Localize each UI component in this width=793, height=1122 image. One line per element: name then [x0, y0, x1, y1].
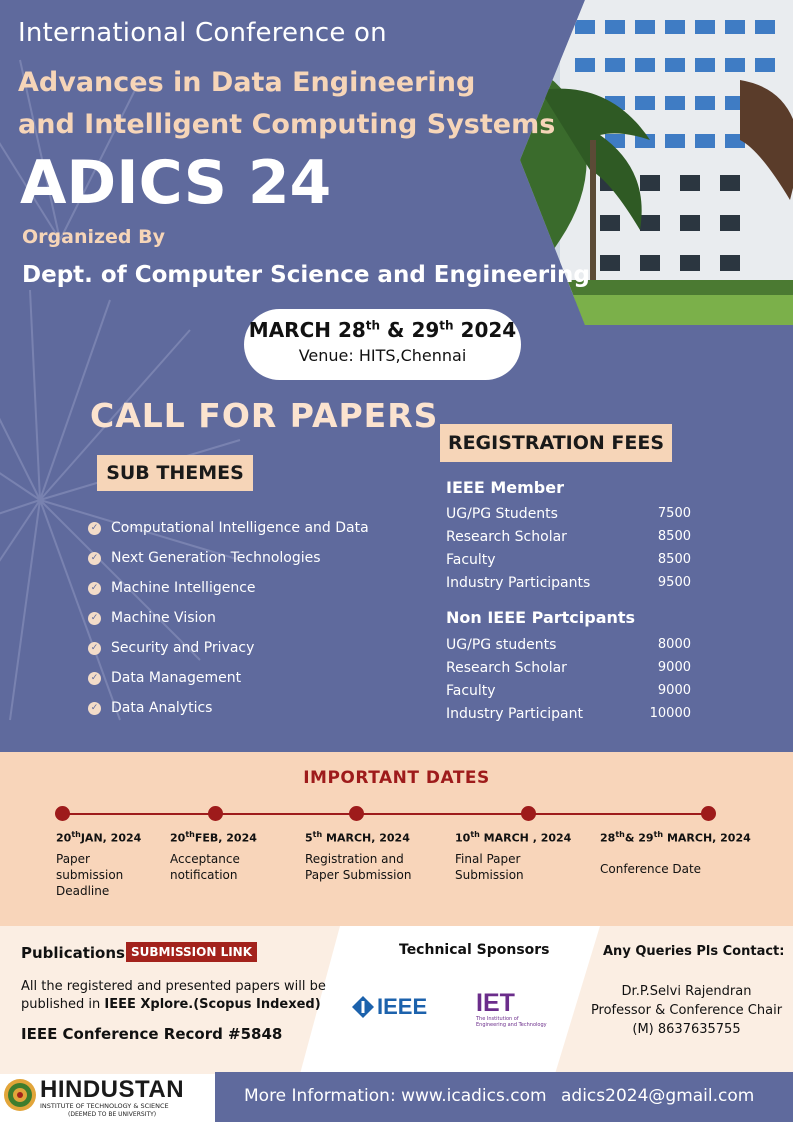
list-item: ✓ Data Analytics [88, 693, 369, 723]
list-item: ✓ Next Generation Technologies [88, 543, 369, 573]
date-item [455, 830, 571, 883]
themes-list [88, 513, 369, 723]
table-row: Industry Participant 10000 [446, 705, 691, 722]
submission-link-button[interactable]: SUBMISSION LINK [126, 942, 257, 962]
department-name: Dept. of Computer Science and Engineering [22, 262, 590, 288]
date-label: Conference Date [600, 861, 702, 876]
technical-sponsors-title: Technical Sponsors [399, 942, 550, 958]
timeline-dot [521, 806, 536, 821]
ieee-fees-table [446, 502, 691, 594]
date-value: 10th MARCH , 2024 [455, 830, 572, 845]
conference-record: IEEE Conference Record #5848 [21, 1025, 283, 1043]
contact-details: Dr.P.Selvi Rajendran Professor & Conference Chair (M) 8637635755 [590, 984, 783, 1037]
date-value: 5th MARCH, 2024 [305, 830, 410, 845]
timeline-dot [349, 806, 364, 821]
organized-by-label: Organized By [22, 226, 166, 248]
ieee-diamond-icon [352, 996, 374, 1018]
date-label: Acceptance notification [170, 851, 240, 882]
queries-title: Any Queries Pls Contact: [603, 944, 785, 959]
institute-seal-icon [3, 1078, 37, 1112]
timeline-dot [701, 806, 716, 821]
check-icon: ✓ [88, 582, 101, 595]
table-row: UG/PG Students 7500 [446, 505, 691, 522]
table-row: Faculty 9000 [446, 682, 691, 699]
list-item: ✓ Machine Intelligence [88, 573, 369, 603]
event-venue: Venue: HITS,Chennai [298, 346, 467, 365]
website-link[interactable]: More Information: www.icadics.com [244, 1086, 547, 1106]
non-ieee-label: Non IEEE Partcipants [446, 608, 636, 627]
conference-theme-line-1: Advances in Data Engineering [18, 67, 476, 98]
table-row: Research Scholar 9000 [446, 659, 691, 676]
bottom-section [0, 926, 793, 1122]
non-ieee-fees-table [446, 633, 691, 725]
date-item [56, 830, 141, 899]
conference-acronym: ADICS 24 [20, 148, 332, 218]
important-dates-section [0, 752, 793, 926]
date-label: Final Paper Submission [455, 851, 524, 882]
footer-bar [215, 1072, 793, 1122]
institute-name: HINDUSTAN [40, 1076, 185, 1103]
date-label: Registration and Paper Submission [305, 851, 412, 882]
list-item: ✓ Data Management [88, 663, 369, 693]
check-icon: ✓ [88, 702, 101, 715]
check-icon: ✓ [88, 522, 101, 535]
date-value: 28th& 29th MARCH, 2024 [600, 830, 751, 845]
event-date: MARCH 28th & 29th 2024 [248, 318, 517, 342]
ieee-member-label: IEEE Member [446, 478, 564, 497]
institute-logo [0, 1074, 215, 1122]
timeline-line [62, 813, 710, 815]
list-item: ✓ Computational Intelligence and Data [88, 513, 369, 543]
conference-theme-line-2: and Intelligent Computing Systems [18, 109, 556, 140]
iet-logo: IET The Institution of Engineering and Technology [476, 989, 547, 1028]
date-item [600, 830, 751, 877]
conference-theme-title [18, 62, 555, 146]
email-link[interactable]: adics2024@gmail.com [561, 1086, 755, 1106]
event-date-pill [244, 309, 521, 380]
publications-title: Publications [21, 944, 125, 962]
check-icon: ✓ [88, 552, 101, 565]
check-icon: ✓ [88, 672, 101, 685]
registration-fees-title: REGISTRATION FEES [440, 424, 672, 462]
table-row: Research Scholar 8500 [446, 528, 691, 545]
timeline-dot [208, 806, 223, 821]
institute-deemed: (DEEMED TO BE UNIVERSITY) [68, 1111, 157, 1118]
list-item: ✓ Security and Privacy [88, 633, 369, 663]
call-for-papers-title: CALL FOR PAPERS [90, 396, 439, 435]
timeline-dot [55, 806, 70, 821]
check-icon: ✓ [88, 642, 101, 655]
institute-subtitle: INSTITUTE OF TECHNOLOGY & SCIENCE [40, 1102, 169, 1110]
sub-themes-label: SUB THEMES [97, 455, 253, 491]
publications-text [21, 978, 326, 1014]
publications-text-line-1: All the registered and presented papers will be [21, 979, 326, 994]
publications-text-line-2: published in IEEE Xplore.(Scopus Indexed) [21, 997, 321, 1012]
date-value: 20thFEB, 2024 [170, 830, 257, 845]
date-label: Paper submission Deadline [56, 851, 124, 898]
important-dates-title: IMPORTANT DATES [303, 768, 490, 788]
conference-line-1: International Conference on [18, 18, 387, 48]
check-icon: ✓ [88, 612, 101, 625]
table-row: Industry Participants 9500 [446, 574, 691, 591]
ieee-logo: IEEE [352, 994, 427, 1020]
date-item [170, 830, 257, 883]
table-row: Faculty 8500 [446, 551, 691, 568]
date-item [305, 830, 411, 883]
table-row: UG/PG students 8000 [446, 636, 691, 653]
date-value: 20thJAN, 2024 [56, 830, 142, 845]
list-item: ✓ Machine Vision [88, 603, 369, 633]
